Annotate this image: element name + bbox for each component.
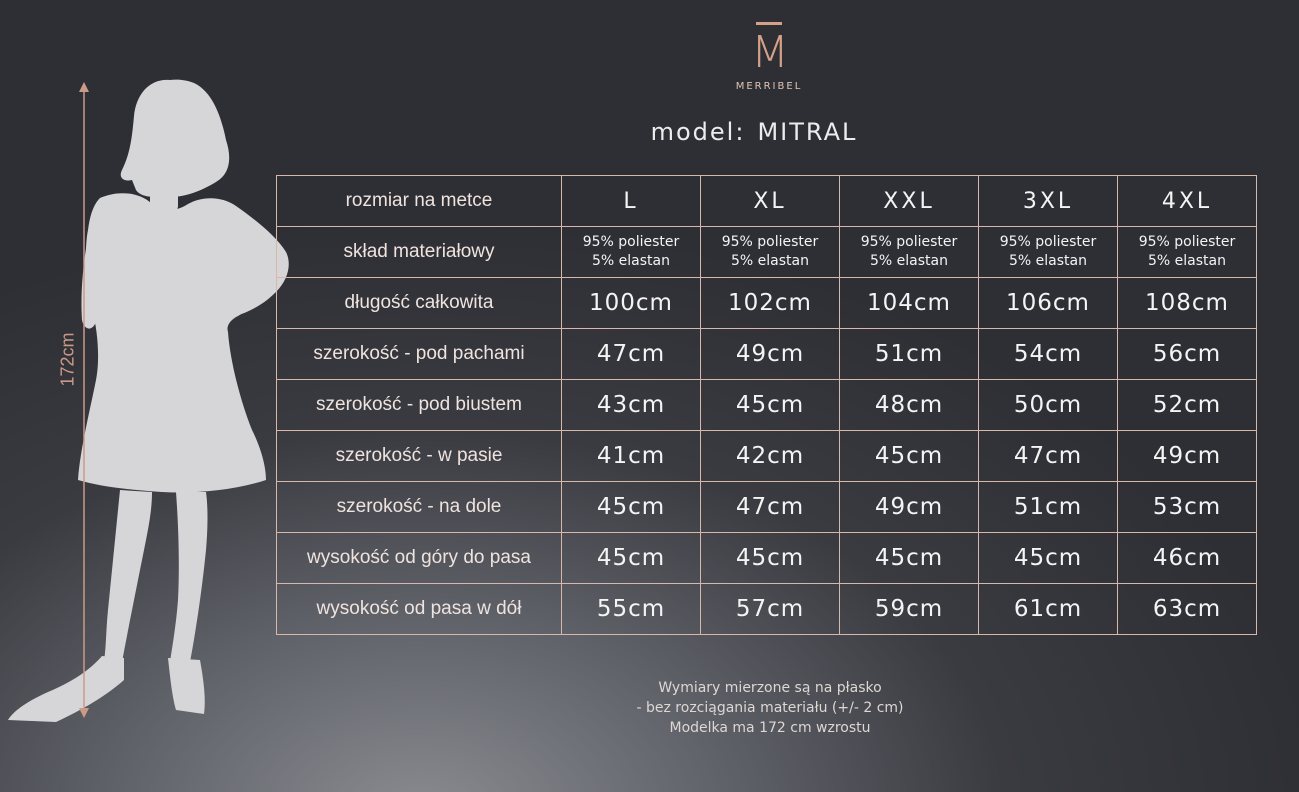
table-cell: 47cm xyxy=(562,329,701,380)
table-cell: 59cm xyxy=(840,584,979,635)
table-row xyxy=(277,482,1257,533)
material-cell xyxy=(979,227,1118,278)
table-cell: 56cm xyxy=(1118,329,1257,380)
material-line: 5% elastan xyxy=(1148,253,1226,269)
table-cell: 43cm xyxy=(562,380,701,431)
table-cell: 61cm xyxy=(979,584,1118,635)
table-cell: 46cm xyxy=(1118,533,1257,584)
material-line: 95% poliester xyxy=(860,234,958,250)
material-cell xyxy=(562,227,701,278)
brand-logo xyxy=(733,22,805,92)
height-label: 172cm xyxy=(57,332,78,387)
header-label: rozmiar na metce xyxy=(277,176,562,227)
material-row xyxy=(277,227,1257,278)
table-cell: 55cm xyxy=(562,584,701,635)
material-line: 95% poliester xyxy=(721,234,819,250)
table-cell: 42cm xyxy=(701,431,840,482)
row-label: szerokość - w pasie xyxy=(277,431,562,482)
table-row xyxy=(277,380,1257,431)
material-line: 5% elastan xyxy=(870,253,948,269)
table-cell: 54cm xyxy=(979,329,1118,380)
table-cell: 45cm xyxy=(701,380,840,431)
table-header-row xyxy=(277,176,1257,227)
table-cell: 108cm xyxy=(1118,278,1257,329)
note-line: Modelka ma 172 cm wzrostu xyxy=(669,720,871,736)
table-row xyxy=(277,431,1257,482)
table-cell: 47cm xyxy=(701,482,840,533)
size-header: 3XL xyxy=(979,176,1118,227)
material-cell xyxy=(840,227,979,278)
size-chart-table xyxy=(276,175,1257,635)
table-cell: 45cm xyxy=(562,533,701,584)
material-line: 95% poliester xyxy=(582,234,680,250)
material-line: 5% elastan xyxy=(731,253,809,269)
table-cell: 51cm xyxy=(840,329,979,380)
table-cell: 63cm xyxy=(1118,584,1257,635)
model-title xyxy=(520,118,988,146)
table-cell: 45cm xyxy=(840,533,979,584)
model-name: MITRAL xyxy=(757,118,858,146)
logo-bar xyxy=(756,22,782,25)
row-label: szerokość - pod biustem xyxy=(277,380,562,431)
table-cell: 52cm xyxy=(1118,380,1257,431)
row-label: skład materiałowy xyxy=(277,227,562,278)
size-header: 4XL xyxy=(1118,176,1257,227)
measurement-notes xyxy=(560,678,980,738)
table-cell: 100cm xyxy=(562,278,701,329)
table-cell: 45cm xyxy=(840,431,979,482)
material-line: 5% elastan xyxy=(592,253,670,269)
table-cell: 53cm xyxy=(1118,482,1257,533)
table-cell: 48cm xyxy=(840,380,979,431)
row-label: wysokość od góry do pasa xyxy=(277,533,562,584)
model-prefix: model: xyxy=(650,118,746,146)
model-silhouette xyxy=(0,70,300,730)
material-line: 95% poliester xyxy=(999,234,1097,250)
material-line: 95% poliester xyxy=(1138,234,1236,250)
row-label: długość całkowita xyxy=(277,278,562,329)
table-cell: 102cm xyxy=(701,278,840,329)
row-label: szerokość - pod pachami xyxy=(277,329,562,380)
table-row xyxy=(277,533,1257,584)
size-header: XL xyxy=(701,176,840,227)
table-cell: 45cm xyxy=(979,533,1118,584)
table-cell: 104cm xyxy=(840,278,979,329)
table-cell: 50cm xyxy=(979,380,1118,431)
size-header: XXL xyxy=(840,176,979,227)
material-line: 5% elastan xyxy=(1009,253,1087,269)
table-cell: 57cm xyxy=(701,584,840,635)
material-cell xyxy=(1118,227,1257,278)
note-line: - bez rozciągania materiału (+/- 2 cm) xyxy=(636,700,904,716)
table-row xyxy=(277,329,1257,380)
table-cell: 45cm xyxy=(562,482,701,533)
table-cell: 41cm xyxy=(562,431,701,482)
note-line: Wymiary mierzone są na płasko xyxy=(658,680,882,696)
size-header: L xyxy=(562,176,701,227)
material-cell xyxy=(701,227,840,278)
brand-name: MERRIBEL xyxy=(735,81,803,92)
row-label: wysokość od pasa w dół xyxy=(277,584,562,635)
table-cell: 49cm xyxy=(1118,431,1257,482)
table-cell: 49cm xyxy=(840,482,979,533)
table-cell: 45cm xyxy=(701,533,840,584)
height-arrow xyxy=(62,82,102,718)
row-label: szerokość - na dole xyxy=(277,482,562,533)
table-row xyxy=(277,584,1257,635)
table-cell: 106cm xyxy=(979,278,1118,329)
table-cell: 51cm xyxy=(979,482,1118,533)
table-row xyxy=(277,278,1257,329)
logo-mark: M xyxy=(751,27,787,78)
table-cell: 47cm xyxy=(979,431,1118,482)
table-cell: 49cm xyxy=(701,329,840,380)
